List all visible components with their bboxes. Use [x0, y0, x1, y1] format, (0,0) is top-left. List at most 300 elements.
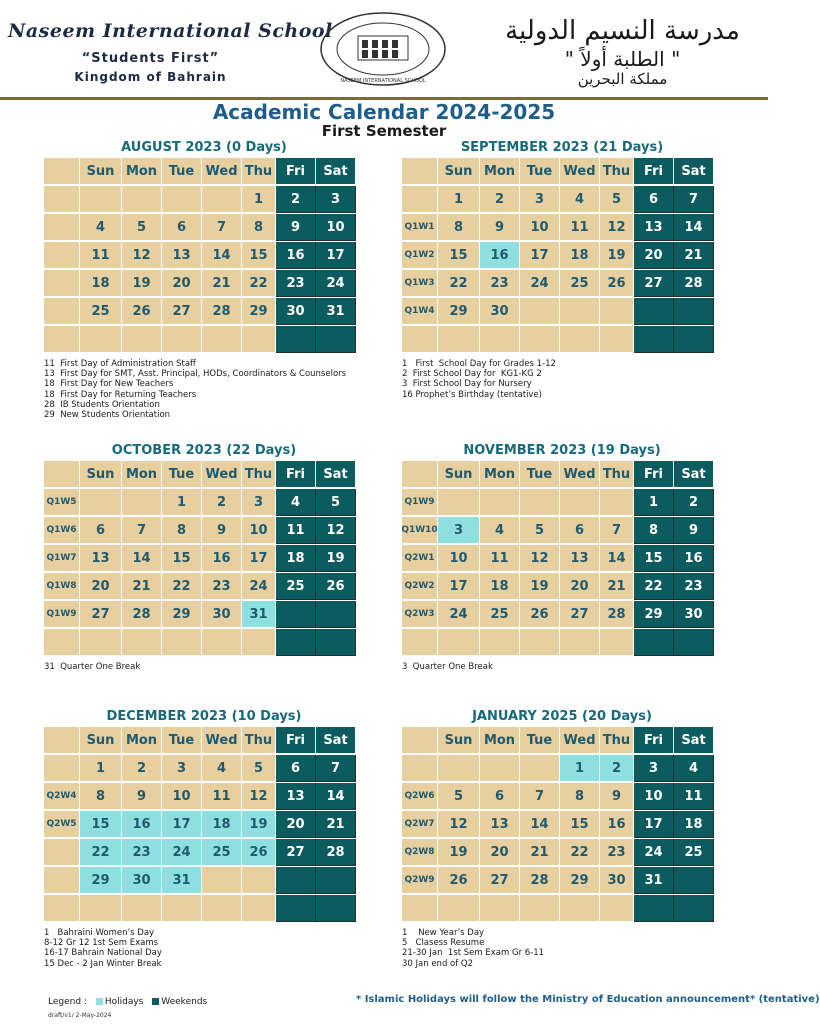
school-motto-arabic: " الطلبة أولاً " [564, 47, 681, 71]
day-cell: 8 [80, 783, 122, 810]
note-line: 16 Prophet’s Birthday (tentative) [402, 389, 543, 400]
day-header: Wed [560, 461, 600, 488]
holiday-cell: 19 [242, 811, 276, 838]
week-header-cell [402, 727, 438, 754]
weekend-cell: 11 [674, 783, 714, 810]
day-cell: 12 [438, 811, 480, 838]
day-cell [80, 489, 122, 516]
holiday-cell: 25 [202, 839, 242, 866]
day-header-row [44, 727, 364, 755]
day-cell [520, 489, 560, 516]
day-header: Wed [202, 461, 242, 488]
day-cell: 28 [600, 601, 634, 628]
legend-holidays: Holidays [104, 997, 144, 1007]
kingdom-english: Kingdom of Bahrain [74, 70, 227, 84]
week-row [402, 811, 722, 839]
day-cell: 9 [202, 517, 242, 544]
month-notes [44, 359, 346, 420]
weekend-cell: 6 [276, 755, 316, 782]
week-row [44, 489, 364, 517]
week-row [44, 783, 364, 811]
day-cell: 1 [80, 755, 122, 782]
weekend-cell: 25 [674, 839, 714, 866]
note-line: 16-17 Bahrain National Day [44, 948, 162, 959]
week-header-cell [44, 461, 80, 488]
note-line: 1 First School Day for Grades 1-12 [402, 359, 556, 369]
day-cell: 29 [560, 867, 600, 894]
note-line: 8-12 Gr 12 1st Sem Exams [44, 938, 159, 949]
weekend-cell: 21 [316, 811, 356, 838]
day-cell [242, 326, 276, 353]
day-header: Tue [520, 461, 560, 488]
weekend-cell: 14 [674, 214, 714, 241]
week-header-cell [402, 461, 438, 488]
day-cell: 11 [480, 545, 520, 572]
holiday-cell: 18 [202, 811, 242, 838]
weekend-cell [674, 867, 714, 894]
week-row [402, 270, 722, 298]
day-cell: 9 [122, 783, 162, 810]
week-row [402, 601, 722, 629]
week-row [402, 895, 722, 923]
day-cell: 10 [438, 545, 480, 572]
day-cell: 29 [438, 298, 480, 325]
holiday-cell: 15 [80, 811, 122, 838]
note-line: 31 Quarter One Break [44, 662, 141, 672]
day-cell [162, 629, 202, 656]
day-cell: 22 [242, 270, 276, 297]
legend [48, 997, 207, 1007]
week-label: Q1W7 [44, 545, 80, 572]
day-cell [162, 186, 202, 213]
day-header: Thu [242, 461, 276, 488]
week-row [44, 298, 364, 326]
weekend-cell: 30 [276, 298, 316, 325]
day-cell [242, 629, 276, 656]
week-label: Q1W4 [402, 298, 438, 325]
day-cell [242, 867, 276, 894]
week-label: Q2W8 [402, 839, 438, 866]
day-cell: 19 [122, 270, 162, 297]
note-line: 28 IB Students Orientation [44, 399, 160, 410]
day-cell: 2 [122, 755, 162, 782]
note-line: 1 Bahraini Women’s Day [44, 928, 155, 938]
week-label: Q1W9 [44, 601, 80, 628]
week-row [402, 573, 722, 601]
day-cell [202, 186, 242, 213]
day-header: Fri [634, 158, 674, 185]
legend-weekends: Weekends [161, 997, 208, 1007]
day-cell [122, 186, 162, 213]
weekend-cell: 14 [316, 783, 356, 810]
weekend-cell: 21 [674, 242, 714, 269]
day-cell: 4 [560, 186, 600, 213]
day-cell: 7 [122, 517, 162, 544]
day-header: Sun [80, 158, 122, 185]
day-header: Wed [202, 727, 242, 754]
day-cell [438, 489, 480, 516]
weekend-cell: 27 [276, 839, 316, 866]
day-cell: 13 [560, 545, 600, 572]
day-cell: 27 [162, 298, 202, 325]
holiday-cell: 30 [122, 867, 162, 894]
week-label [402, 326, 438, 353]
day-cell [600, 298, 634, 325]
day-header: Mon [122, 158, 162, 185]
day-cell: 27 [560, 601, 600, 628]
day-cell: 9 [480, 214, 520, 241]
weekend-cell: 25 [276, 573, 316, 600]
weekend-cell: 2 [276, 186, 316, 213]
day-cell [80, 326, 122, 353]
week-row [402, 186, 722, 214]
weekend-cell: 12 [316, 517, 356, 544]
day-cell: 8 [162, 517, 202, 544]
day-cell: 26 [520, 601, 560, 628]
weekend-cell: 17 [634, 811, 674, 838]
week-row [402, 839, 722, 867]
day-header: Wed [202, 158, 242, 185]
month-title: DECEMBER 2023 (10 Days) [106, 709, 302, 724]
day-header: Tue [162, 727, 202, 754]
day-header: Sun [438, 727, 480, 754]
month-title: SEPTEMBER 2023 (21 Days) [460, 140, 664, 155]
day-cell [480, 326, 520, 353]
day-cell: 18 [80, 270, 122, 297]
weekend-cell: 1 [634, 489, 674, 516]
day-cell [122, 895, 162, 922]
weekend-cell: 4 [674, 755, 714, 782]
day-cell [600, 489, 634, 516]
week-row [402, 755, 722, 783]
weekend-cell: 9 [276, 214, 316, 241]
note-line: 3 First School Day for Nursery [402, 379, 532, 390]
note-line: 29 New Students Orientation [44, 410, 171, 421]
day-cell: 5 [122, 214, 162, 241]
day-cell: 17 [438, 573, 480, 600]
day-header-row [402, 461, 722, 489]
week-label: Q1W10 [402, 517, 438, 544]
day-cell: 1 [162, 489, 202, 516]
week-label [44, 867, 80, 894]
day-cell: 15 [242, 242, 276, 269]
day-cell: 7 [520, 783, 560, 810]
day-header: Thu [600, 158, 634, 185]
day-cell: 20 [480, 839, 520, 866]
day-cell [600, 895, 634, 922]
weekend-cell [276, 629, 316, 656]
day-cell [560, 895, 600, 922]
day-cell: 27 [480, 867, 520, 894]
day-cell: 16 [600, 811, 634, 838]
day-header: Fri [276, 727, 316, 754]
holiday-cell: 3 [438, 517, 480, 544]
day-cell: 3 [242, 489, 276, 516]
weekend-cell: 15 [634, 545, 674, 572]
kingdom-arabic: مملكة البحرين [577, 70, 668, 88]
weekend-cell [276, 601, 316, 628]
day-cell: 20 [560, 573, 600, 600]
week-label: Q1W9 [402, 489, 438, 516]
day-cell: 12 [520, 545, 560, 572]
weekend-cell: 11 [276, 517, 316, 544]
week-row [44, 811, 364, 839]
week-label [402, 186, 438, 213]
day-cell: 4 [480, 517, 520, 544]
day-cell: 17 [242, 545, 276, 572]
weekend-cell [316, 629, 356, 656]
day-cell [560, 629, 600, 656]
school-name-english: Naseem International School [8, 20, 333, 42]
day-cell: 28 [202, 298, 242, 325]
day-cell: 30 [600, 867, 634, 894]
day-cell: 19 [600, 242, 634, 269]
day-cell: 8 [560, 783, 600, 810]
weekend-cell: 4 [276, 489, 316, 516]
weekend-cell: 16 [276, 242, 316, 269]
day-cell: 20 [80, 573, 122, 600]
weekend-cell: 9 [674, 517, 714, 544]
day-cell: 15 [438, 242, 480, 269]
note-line: 15 Dec - 2 Jan Winter Break [44, 958, 162, 969]
day-cell [438, 755, 480, 782]
day-header-row [402, 727, 722, 755]
day-cell [80, 186, 122, 213]
holiday-cell: 24 [162, 839, 202, 866]
month-notes [44, 662, 140, 672]
day-cell [600, 629, 634, 656]
weekend-cell [634, 298, 674, 325]
day-cell: 26 [438, 867, 480, 894]
week-row [402, 298, 722, 326]
holiday-cell: 26 [242, 839, 276, 866]
day-cell [438, 629, 480, 656]
day-cell: 28 [122, 601, 162, 628]
school-motto-english: “Students First” [81, 51, 220, 66]
week-row [402, 545, 722, 573]
school-name-arabic: مدرسة النسيم الدولية [505, 16, 740, 46]
day-cell: 18 [560, 242, 600, 269]
calendar-title: Academic Calendar 2024-2025 [212, 100, 556, 124]
day-cell [162, 326, 202, 353]
weekend-cell [316, 867, 356, 894]
day-cell: 22 [162, 573, 202, 600]
day-header: Mon [122, 727, 162, 754]
day-cell: 14 [122, 545, 162, 572]
note-line: 13 First Day for SMT, Asst. Principal, HODs, Coordinators & Counselors [44, 369, 347, 380]
weekend-cell [276, 867, 316, 894]
week-row [402, 326, 722, 354]
week-label [44, 298, 80, 325]
day-cell: 8 [438, 214, 480, 241]
day-cell [202, 326, 242, 353]
day-cell: 16 [202, 545, 242, 572]
day-cell: 21 [600, 573, 634, 600]
day-cell: 3 [162, 755, 202, 782]
week-label: Q2W9 [402, 867, 438, 894]
week-row [44, 517, 364, 545]
day-cell: 5 [600, 186, 634, 213]
day-cell [162, 895, 202, 922]
day-cell: 3 [520, 186, 560, 213]
day-cell: 13 [480, 811, 520, 838]
day-cell: 12 [242, 783, 276, 810]
day-cell [438, 895, 480, 922]
weekend-cell: 31 [634, 867, 674, 894]
holiday-cell: 2 [600, 755, 634, 782]
weekend-cell [276, 326, 316, 353]
week-label [44, 214, 80, 241]
weekend-cell: 20 [276, 811, 316, 838]
weekend-cell: 18 [276, 545, 316, 572]
holiday-cell: 29 [80, 867, 122, 894]
week-label: Q2W2 [402, 573, 438, 600]
weekend-cell [674, 629, 714, 656]
day-header-row [402, 158, 722, 186]
day-cell: 29 [242, 298, 276, 325]
day-cell [520, 895, 560, 922]
week-row [402, 783, 722, 811]
day-header: Sat [316, 461, 356, 488]
day-cell: 20 [162, 270, 202, 297]
week-label [44, 326, 80, 353]
day-cell [480, 755, 520, 782]
weekend-cell: 31 [316, 298, 356, 325]
day-cell: 5 [242, 755, 276, 782]
week-label [44, 895, 80, 922]
week-label [44, 270, 80, 297]
note-line: 30 Jan end of Q2 [402, 958, 474, 969]
week-row [44, 326, 364, 354]
weekend-cell: 13 [634, 214, 674, 241]
day-cell: 10 [162, 783, 202, 810]
weekend-cell: 27 [634, 270, 674, 297]
weekend-cell: 13 [276, 783, 316, 810]
day-cell: 23 [202, 573, 242, 600]
day-header: Fri [276, 158, 316, 185]
day-header: Mon [480, 158, 520, 185]
day-cell: 27 [80, 601, 122, 628]
month-title: JANUARY 2025 (20 Days) [472, 709, 652, 724]
day-header: Mon [122, 461, 162, 488]
day-cell: 15 [162, 545, 202, 572]
week-row [44, 242, 364, 270]
week-row [44, 755, 364, 783]
holiday-cell: 23 [122, 839, 162, 866]
day-cell: 5 [438, 783, 480, 810]
day-cell: 10 [520, 214, 560, 241]
weekend-cell: 24 [316, 270, 356, 297]
day-header: Sat [316, 158, 356, 185]
day-cell: 21 [122, 573, 162, 600]
day-cell: 26 [600, 270, 634, 297]
day-cell: 14 [600, 545, 634, 572]
day-cell: 22 [560, 839, 600, 866]
day-cell [202, 867, 242, 894]
month-notes [402, 662, 493, 672]
day-header: Wed [560, 158, 600, 185]
weekend-cell: 6 [634, 186, 674, 213]
weekend-cell: 7 [674, 186, 714, 213]
day-cell: 7 [600, 517, 634, 544]
day-cell: 12 [600, 214, 634, 241]
weekend-cell: 3 [634, 755, 674, 782]
day-cell [520, 629, 560, 656]
week-row [402, 489, 722, 517]
day-cell: 28 [520, 867, 560, 894]
week-header-cell [402, 158, 438, 185]
week-label [44, 755, 80, 782]
day-header: Fri [634, 461, 674, 488]
day-cell: 24 [438, 601, 480, 628]
weekend-cell: 10 [316, 214, 356, 241]
day-header: Sun [438, 158, 480, 185]
week-label: Q1W1 [402, 214, 438, 241]
day-cell: 23 [600, 839, 634, 866]
week-row [44, 270, 364, 298]
day-cell: 10 [242, 517, 276, 544]
day-cell: 5 [520, 517, 560, 544]
week-label: Q2W3 [402, 601, 438, 628]
school-logo [318, 10, 448, 88]
day-cell: 9 [600, 783, 634, 810]
day-cell: 19 [438, 839, 480, 866]
week-row [402, 867, 722, 895]
day-header: Thu [242, 158, 276, 185]
day-header: Tue [520, 158, 560, 185]
week-row [44, 214, 364, 242]
weekend-cell: 26 [316, 573, 356, 600]
holiday-cell: 31 [162, 867, 202, 894]
week-header-cell [44, 727, 80, 754]
week-label: Q1W6 [44, 517, 80, 544]
week-label: Q2W6 [402, 783, 438, 810]
weekend-cell [674, 298, 714, 325]
week-label [44, 242, 80, 269]
day-cell: 6 [560, 517, 600, 544]
month-title: NOVEMBER 2023 (19 Days) [463, 443, 661, 458]
note-line: 2 First School Day for KG1-KG 2 [402, 369, 542, 380]
day-cell [480, 629, 520, 656]
day-cell: 15 [560, 811, 600, 838]
day-cell [480, 489, 520, 516]
weekend-cell: 7 [316, 755, 356, 782]
day-cell [242, 895, 276, 922]
weekend-cell: 20 [634, 242, 674, 269]
calendar-subtitle: First Semester [321, 122, 447, 140]
day-cell [122, 326, 162, 353]
month-title: AUGUST 2023 (0 Days) [121, 140, 287, 155]
day-cell: 29 [162, 601, 202, 628]
day-cell: 7 [202, 214, 242, 241]
week-row [44, 601, 364, 629]
day-header-row [44, 158, 364, 186]
day-header: Mon [480, 461, 520, 488]
day-header: Thu [242, 727, 276, 754]
day-cell [122, 629, 162, 656]
weekend-cell [316, 326, 356, 353]
weekend-cell: 18 [674, 811, 714, 838]
weekend-cell [634, 895, 674, 922]
week-label: Q2W1 [402, 545, 438, 572]
holiday-cell: 22 [80, 839, 122, 866]
note-line: 3 Quarter One Break [402, 662, 493, 672]
day-cell [520, 298, 560, 325]
day-cell: 21 [520, 839, 560, 866]
day-cell [600, 326, 634, 353]
week-label: Q1W2 [402, 242, 438, 269]
day-cell: 12 [122, 242, 162, 269]
